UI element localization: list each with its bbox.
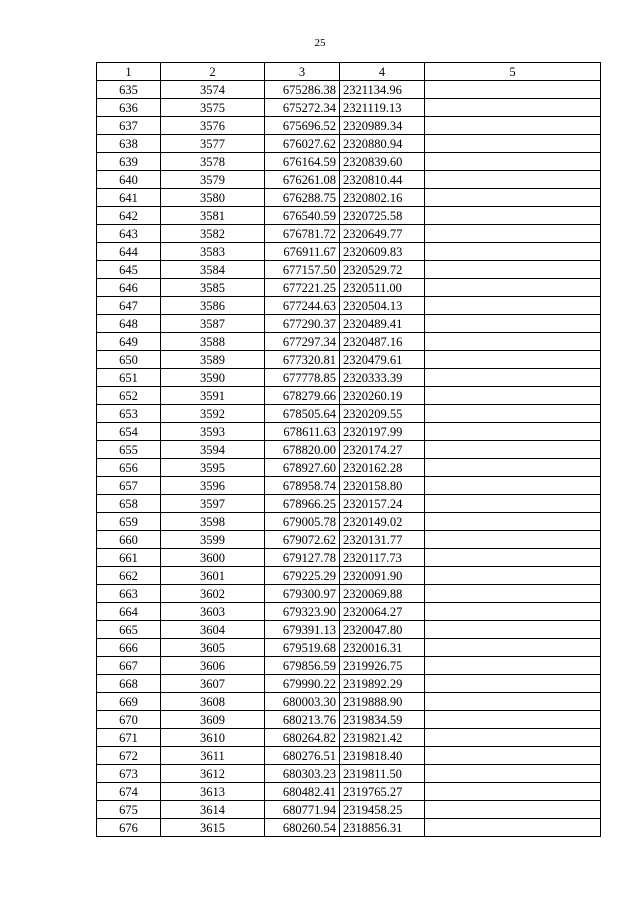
table-row [97,171,601,189]
coordinate-x-cell: 677290.37 [265,315,340,333]
column-header-4: 4 [340,63,425,81]
coordinate-y-cell: 2321134.96 [340,81,425,99]
row-number-cell: 668 [97,675,161,693]
table-row [97,801,601,819]
point-number-cell: 3582 [161,225,265,243]
coordinate-x-cell: 678505.64 [265,405,340,423]
row-number-cell: 660 [97,531,161,549]
note-cell [425,117,601,135]
table-row [97,261,601,279]
point-number-cell: 3579 [161,171,265,189]
coordinate-x-cell: 675272.34 [265,99,340,117]
table-row [97,783,601,801]
point-number-cell: 3589 [161,351,265,369]
coordinate-y-cell: 2320091.90 [340,567,425,585]
note-cell [425,531,601,549]
coordinate-y-cell: 2320131.77 [340,531,425,549]
point-number-cell: 3604 [161,621,265,639]
note-cell [425,315,601,333]
coordinate-x-cell: 676288.75 [265,189,340,207]
coordinate-x-cell: 680003.30 [265,693,340,711]
coordinate-x-cell: 678279.66 [265,387,340,405]
coordinate-y-cell: 2320016.31 [340,639,425,657]
coordinate-y-cell: 2320839.60 [340,153,425,171]
coordinate-x-cell: 679127.78 [265,549,340,567]
table-row [97,531,601,549]
coordinate-x-cell: 675696.52 [265,117,340,135]
point-number-cell: 3594 [161,441,265,459]
coordinate-x-cell: 679391.13 [265,621,340,639]
table-row [97,225,601,243]
point-number-cell: 3574 [161,81,265,99]
coordinate-x-cell: 676164.59 [265,153,340,171]
note-cell [425,279,601,297]
table-row [97,693,601,711]
column-header-3: 3 [265,63,340,81]
point-number-cell: 3612 [161,765,265,783]
coordinate-y-cell: 2319892.29 [340,675,425,693]
table-row [97,135,601,153]
coordinate-y-cell: 2319821.42 [340,729,425,747]
point-number-cell: 3611 [161,747,265,765]
row-number-cell: 656 [97,459,161,477]
row-number-cell: 641 [97,189,161,207]
coordinate-y-cell: 2320649.77 [340,225,425,243]
point-number-cell: 3600 [161,549,265,567]
coordinate-y-cell: 2319818.40 [340,747,425,765]
row-number-cell: 670 [97,711,161,729]
coordinate-x-cell: 677297.34 [265,333,340,351]
note-cell [425,405,601,423]
point-number-cell: 3597 [161,495,265,513]
note-cell [425,207,601,225]
row-number-cell: 643 [97,225,161,243]
table-row [97,297,601,315]
table-row [97,99,601,117]
coordinate-x-cell: 679072.62 [265,531,340,549]
note-cell [425,333,601,351]
table-row [97,549,601,567]
table-row [97,333,601,351]
point-number-cell: 3588 [161,333,265,351]
note-cell [425,153,601,171]
note-cell [425,711,601,729]
table-body [97,81,601,837]
coordinate-y-cell: 2320158.80 [340,477,425,495]
note-cell [425,585,601,603]
row-number-cell: 661 [97,549,161,567]
table-row [97,729,601,747]
row-number-cell: 671 [97,729,161,747]
note-cell [425,639,601,657]
note-cell [425,189,601,207]
coordinate-y-cell: 2320174.27 [340,441,425,459]
coordinate-y-cell: 2320529.72 [340,261,425,279]
point-number-cell: 3583 [161,243,265,261]
coordinate-y-cell: 2320149.02 [340,513,425,531]
table-row [97,279,601,297]
note-cell [425,783,601,801]
header-row [97,63,601,81]
coordinate-y-cell: 2319888.90 [340,693,425,711]
table-row [97,657,601,675]
coordinate-y-cell: 2320064.27 [340,603,425,621]
coordinate-x-cell: 677320.81 [265,351,340,369]
note-cell [425,387,601,405]
point-number-cell: 3613 [161,783,265,801]
row-number-cell: 658 [97,495,161,513]
coordinate-x-cell: 678611.63 [265,423,340,441]
row-number-cell: 665 [97,621,161,639]
note-cell [425,801,601,819]
table-row [97,675,601,693]
coordinate-x-cell: 680264.82 [265,729,340,747]
coordinate-y-cell: 2320504.13 [340,297,425,315]
note-cell [425,441,601,459]
coordinate-x-cell: 676781.72 [265,225,340,243]
note-cell [425,261,601,279]
coordinate-x-cell: 679990.22 [265,675,340,693]
coordinate-x-cell: 680260.54 [265,819,340,837]
coordinate-x-cell: 680276.51 [265,747,340,765]
coordinate-x-cell: 678958.74 [265,477,340,495]
coordinate-x-cell: 676911.67 [265,243,340,261]
coordinate-y-cell: 2320209.55 [340,405,425,423]
coordinate-y-cell: 2320609.83 [340,243,425,261]
note-cell [425,621,601,639]
row-number-cell: 669 [97,693,161,711]
coordinate-y-cell: 2319458.25 [340,801,425,819]
coordinate-x-cell: 678820.00 [265,441,340,459]
note-cell [425,657,601,675]
row-number-cell: 659 [97,513,161,531]
point-number-cell: 3578 [161,153,265,171]
point-number-cell: 3609 [161,711,265,729]
point-number-cell: 3614 [161,801,265,819]
table-row [97,639,601,657]
row-number-cell: 638 [97,135,161,153]
note-cell [425,369,601,387]
table-row [97,243,601,261]
note-cell [425,513,601,531]
point-number-cell: 3576 [161,117,265,135]
coordinate-y-cell: 2320989.34 [340,117,425,135]
coordinate-y-cell: 2320489.41 [340,315,425,333]
coordinate-x-cell: 675286.38 [265,81,340,99]
coordinate-x-cell: 679300.97 [265,585,340,603]
coordinate-y-cell: 2318856.31 [340,819,425,837]
coordinate-x-cell: 679005.78 [265,513,340,531]
coordinate-y-cell: 2320810.44 [340,171,425,189]
point-number-cell: 3585 [161,279,265,297]
coordinate-y-cell: 2320197.99 [340,423,425,441]
point-number-cell: 3587 [161,315,265,333]
table-row [97,495,601,513]
coordinate-x-cell: 677157.50 [265,261,340,279]
coordinate-y-cell: 2320157.24 [340,495,425,513]
row-number-cell: 644 [97,243,161,261]
row-number-cell: 657 [97,477,161,495]
row-number-cell: 652 [97,387,161,405]
table-row [97,81,601,99]
coordinate-x-cell: 680303.23 [265,765,340,783]
table-row [97,387,601,405]
note-cell [425,567,601,585]
row-number-cell: 676 [97,819,161,837]
point-number-cell: 3586 [161,297,265,315]
table-row [97,189,601,207]
row-number-cell: 674 [97,783,161,801]
note-cell [425,819,601,837]
column-header-5: 5 [425,63,601,81]
coordinate-y-cell: 2319926.75 [340,657,425,675]
table-header [97,63,601,81]
row-number-cell: 637 [97,117,161,135]
row-number-cell: 639 [97,153,161,171]
coordinate-x-cell: 677778.85 [265,369,340,387]
row-number-cell: 673 [97,765,161,783]
coordinate-x-cell: 677221.25 [265,279,340,297]
point-number-cell: 3590 [161,369,265,387]
row-number-cell: 672 [97,747,161,765]
page-number: 25 [314,37,326,49]
point-number-cell: 3605 [161,639,265,657]
note-cell [425,99,601,117]
coordinate-x-cell: 679323.90 [265,603,340,621]
point-number-cell: 3599 [161,531,265,549]
table-row [97,621,601,639]
coordinate-y-cell: 2319811.50 [340,765,425,783]
coordinate-y-cell: 2320260.19 [340,387,425,405]
coordinate-x-cell: 678966.25 [265,495,340,513]
table-row [97,567,601,585]
note-cell [425,729,601,747]
point-number-cell: 3593 [161,423,265,441]
row-number-cell: 649 [97,333,161,351]
coordinate-x-cell: 680482.41 [265,783,340,801]
point-number-cell: 3575 [161,99,265,117]
coordinate-y-cell: 2320725.58 [340,207,425,225]
point-number-cell: 3602 [161,585,265,603]
row-number-cell: 650 [97,351,161,369]
row-number-cell: 655 [97,441,161,459]
table-row [97,603,601,621]
coordinate-x-cell: 680771.94 [265,801,340,819]
table-row [97,477,601,495]
point-number-cell: 3608 [161,693,265,711]
row-number-cell: 646 [97,279,161,297]
note-cell [425,693,601,711]
table-row [97,819,601,837]
coordinate-y-cell: 2320479.61 [340,351,425,369]
row-number-cell: 653 [97,405,161,423]
note-cell [425,225,601,243]
coordinate-x-cell: 677244.63 [265,297,340,315]
note-cell [425,603,601,621]
point-number-cell: 3601 [161,567,265,585]
row-number-cell: 642 [97,207,161,225]
coordinate-x-cell: 676261.08 [265,171,340,189]
table-row [97,765,601,783]
note-cell [425,135,601,153]
table-row [97,711,601,729]
note-cell [425,351,601,369]
note-cell [425,243,601,261]
note-cell [425,171,601,189]
point-number-cell: 3581 [161,207,265,225]
row-number-cell: 662 [97,567,161,585]
point-number-cell: 3596 [161,477,265,495]
coordinate-y-cell: 2319765.27 [340,783,425,801]
point-number-cell: 3610 [161,729,265,747]
table-row [97,747,601,765]
coordinate-x-cell: 676540.59 [265,207,340,225]
coordinate-x-cell: 676027.62 [265,135,340,153]
point-number-cell: 3592 [161,405,265,423]
note-cell [425,459,601,477]
row-number-cell: 666 [97,639,161,657]
note-cell [425,765,601,783]
point-number-cell: 3591 [161,387,265,405]
coordinate-y-cell: 2320802.16 [340,189,425,207]
coordinate-y-cell: 2320487.16 [340,333,425,351]
table-row [97,315,601,333]
note-cell [425,495,601,513]
point-number-cell: 3603 [161,603,265,621]
note-cell [425,747,601,765]
row-number-cell: 663 [97,585,161,603]
row-number-cell: 640 [97,171,161,189]
column-header-2: 2 [161,63,265,81]
table-row [97,153,601,171]
note-cell [425,297,601,315]
table-row [97,369,601,387]
coordinate-y-cell: 2321119.13 [340,99,425,117]
coordinate-y-cell: 2320511.00 [340,279,425,297]
table-row [97,585,601,603]
row-number-cell: 675 [97,801,161,819]
row-number-cell: 636 [97,99,161,117]
row-number-cell: 651 [97,369,161,387]
point-number-cell: 3580 [161,189,265,207]
table-row [97,441,601,459]
coordinate-y-cell: 2320162.28 [340,459,425,477]
row-number-cell: 654 [97,423,161,441]
point-number-cell: 3584 [161,261,265,279]
coordinate-x-cell: 678927.60 [265,459,340,477]
point-number-cell: 3607 [161,675,265,693]
coordinate-x-cell: 680213.76 [265,711,340,729]
table-row [97,207,601,225]
coordinate-y-cell: 2320880.94 [340,135,425,153]
table-row [97,423,601,441]
point-number-cell: 3577 [161,135,265,153]
table-row [97,117,601,135]
column-header-1: 1 [97,63,161,81]
coordinate-y-cell: 2320047.80 [340,621,425,639]
note-cell [425,549,601,567]
point-number-cell: 3595 [161,459,265,477]
coordinate-y-cell: 2320117.73 [340,549,425,567]
row-number-cell: 645 [97,261,161,279]
table-row [97,459,601,477]
table-row [97,351,601,369]
point-number-cell: 3606 [161,657,265,675]
coordinates-table [96,62,601,837]
coordinate-x-cell: 679519.68 [265,639,340,657]
coordinate-y-cell: 2320333.39 [340,369,425,387]
row-number-cell: 664 [97,603,161,621]
point-number-cell: 3598 [161,513,265,531]
row-number-cell: 648 [97,315,161,333]
row-number-cell: 635 [97,81,161,99]
point-number-cell: 3615 [161,819,265,837]
coordinate-x-cell: 679856.59 [265,657,340,675]
row-number-cell: 647 [97,297,161,315]
table-row [97,513,601,531]
coordinate-y-cell: 2319834.59 [340,711,425,729]
note-cell [425,423,601,441]
note-cell [425,81,601,99]
coordinate-x-cell: 679225.29 [265,567,340,585]
note-cell [425,675,601,693]
row-number-cell: 667 [97,657,161,675]
note-cell [425,477,601,495]
table-row [97,405,601,423]
coordinate-y-cell: 2320069.88 [340,585,425,603]
